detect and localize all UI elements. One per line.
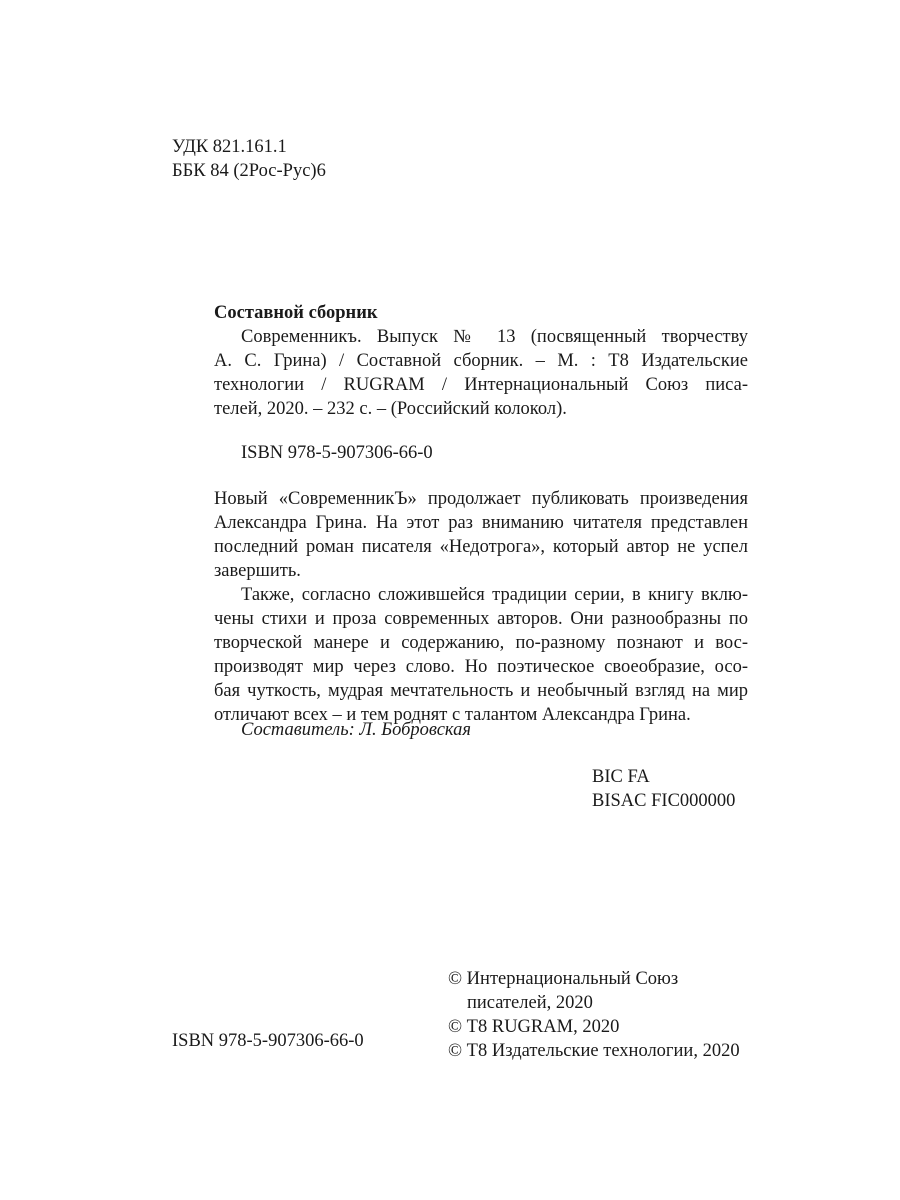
annotation-line: творческой манере и содержанию, по-разному познают и вос- — [214, 633, 748, 653]
annotation-paragraph-2 — [214, 583, 748, 727]
catalog-line-3: технологии / RUGRAM / Интернациональный Союз писа- — [214, 375, 748, 395]
bic-code: BIC FA — [592, 767, 650, 787]
annotation-line: отличают всех – и тем роднят с талантом Александра Грина. — [214, 705, 691, 725]
copyright-line-3: © Т8 Издательские технологии, 2020 — [448, 1041, 740, 1061]
annotation-line: Новый «СовременникЪ» продолжает публиковать произведения — [214, 489, 748, 509]
annotation-line: Также, согласно сложившейся традиции серии, в книгу вклю- — [241, 585, 748, 605]
bbk-code: ББК 84 (2Рос-Рус)6 — [172, 161, 326, 181]
catalog-title: Составной сборник — [214, 303, 378, 323]
annotation-line: завершить. — [214, 561, 301, 581]
subject-codes — [592, 765, 792, 813]
annotation-paragraph-1 — [214, 487, 748, 583]
catalog-line-1: Современникъ. Выпуск № 13 (посвященный творчеству — [241, 327, 748, 347]
compiler-credit: Составитель: Л. Бобровская — [241, 720, 471, 740]
catalog-line-4: телей, 2020. – 232 с. – (Российский колокол). — [214, 399, 567, 419]
isbn-top: ISBN 978-5-907306-66-0 — [241, 443, 433, 463]
annotation-line: производят мир через слово. Но поэтическое своеобразие, осо- — [214, 657, 748, 677]
catalog-line-2: А. С. Грина) / Составной сборник. – М. : Т8 Издательские — [214, 351, 748, 371]
copyright-block — [448, 967, 768, 1063]
udk-code: УДК 821.161.1 — [172, 137, 287, 157]
copyright-line-1-cont: писателей, 2020 — [467, 993, 593, 1013]
bisac-code: BISAC FIC000000 — [592, 791, 736, 811]
annotation-line: Александра Грина. На этот раз вниманию читателя представлен — [214, 513, 748, 533]
classification-block — [172, 135, 572, 183]
copyright-line-2: © Т8 RUGRAM, 2020 — [448, 1017, 620, 1037]
annotation-line: бая чуткость, мудрая мечтательность и необычный взгляд на мир — [214, 681, 748, 701]
annotation-line: чены стихи и проза современных авторов. Они разнообразны по — [214, 609, 748, 629]
copyright-line-1: © Интернациональный Союз — [448, 969, 679, 989]
isbn-bottom: ISBN 978-5-907306-66-0 — [172, 1031, 364, 1051]
catalog-entry — [214, 301, 748, 421]
annotation-line: последний роман писателя «Недотрога», который автор не успел — [214, 537, 748, 557]
annotation — [214, 487, 748, 727]
